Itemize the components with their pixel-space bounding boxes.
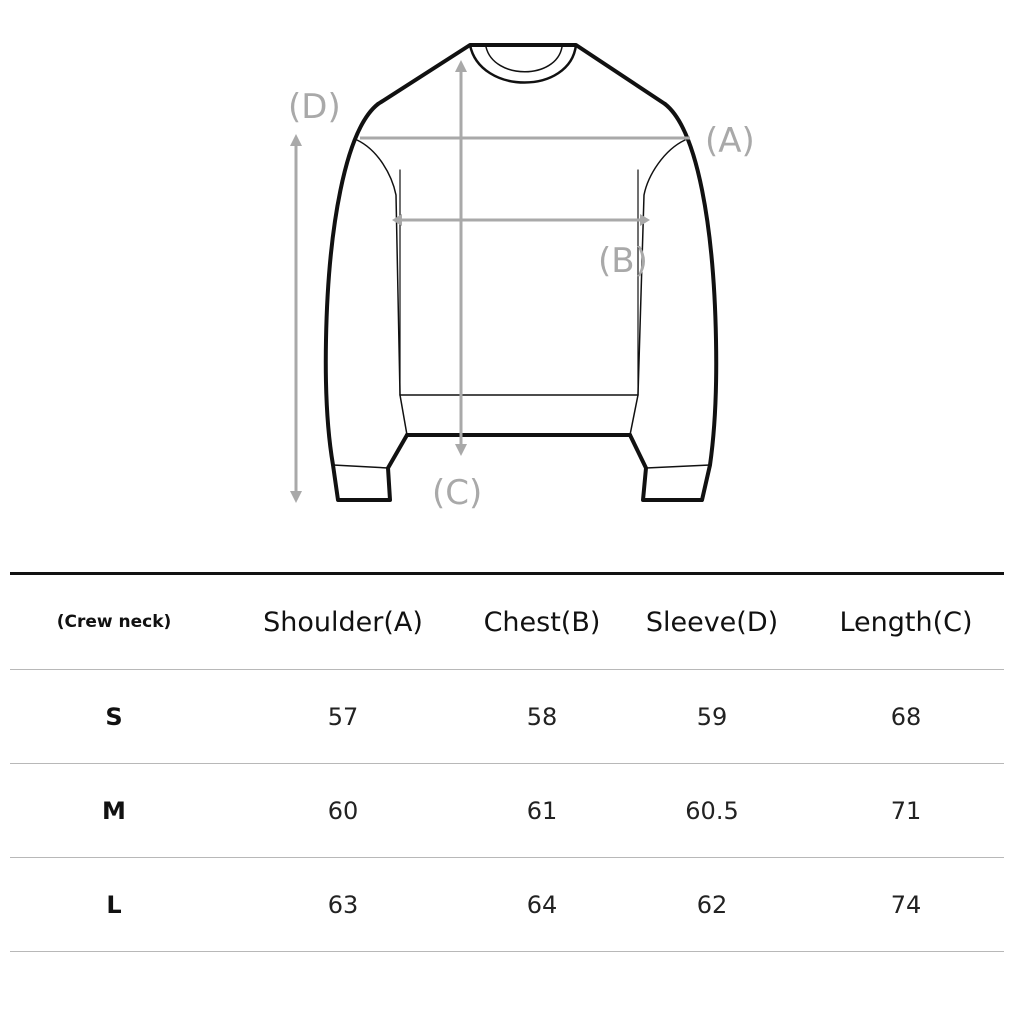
- header-shoulder: Shoulder(A): [218, 574, 468, 670]
- header-sleeve: Sleeve(D): [616, 574, 808, 670]
- cell-sleeve: 60.5: [616, 764, 808, 858]
- label-a: (A): [705, 121, 755, 161]
- cell-length: 74: [808, 858, 1004, 952]
- cell-shoulder: 63: [218, 858, 468, 952]
- cell-sleeve: 62: [616, 858, 808, 952]
- label-b: (B): [598, 241, 648, 281]
- cell-shoulder: 57: [218, 670, 468, 764]
- left-cuff-seam: [333, 465, 388, 468]
- sleeve-arrow-bottom: [290, 491, 302, 503]
- right-sleeve-outer: [630, 104, 716, 500]
- header-length: Length(C): [808, 574, 1004, 670]
- size-label: M: [10, 764, 218, 858]
- cell-sleeve: 59: [616, 670, 808, 764]
- cell-chest: 58: [468, 670, 616, 764]
- size-label: S: [10, 670, 218, 764]
- sweatshirt-outline: [326, 45, 716, 500]
- right-cuff-seam: [646, 465, 710, 468]
- collar: [470, 45, 576, 83]
- table-row: [10, 670, 1004, 764]
- header-chest: Chest(B): [468, 574, 616, 670]
- size-table: [10, 572, 1004, 952]
- length-arrow-top: [455, 60, 467, 72]
- chest-arrow-right: [640, 214, 650, 226]
- table-header-row: [10, 574, 1004, 670]
- cell-shoulder: 60: [218, 764, 468, 858]
- cell-length: 68: [808, 670, 1004, 764]
- collar-inner: [486, 47, 562, 72]
- table-row: [10, 858, 1004, 952]
- size-label: L: [10, 858, 218, 952]
- left-sleeve-outer: [326, 104, 407, 500]
- sleeve-arrow-top: [290, 134, 302, 146]
- cell-chest: 64: [468, 858, 616, 952]
- shoulder-line: [378, 45, 665, 104]
- label-d: (D): [288, 87, 341, 127]
- cell-length: 71: [808, 764, 1004, 858]
- cell-chest: 61: [468, 764, 616, 858]
- table-row: [10, 764, 1004, 858]
- header-corner: (Crew neck): [10, 574, 218, 670]
- label-c: (C): [432, 473, 483, 513]
- length-arrow-bottom: [455, 444, 467, 456]
